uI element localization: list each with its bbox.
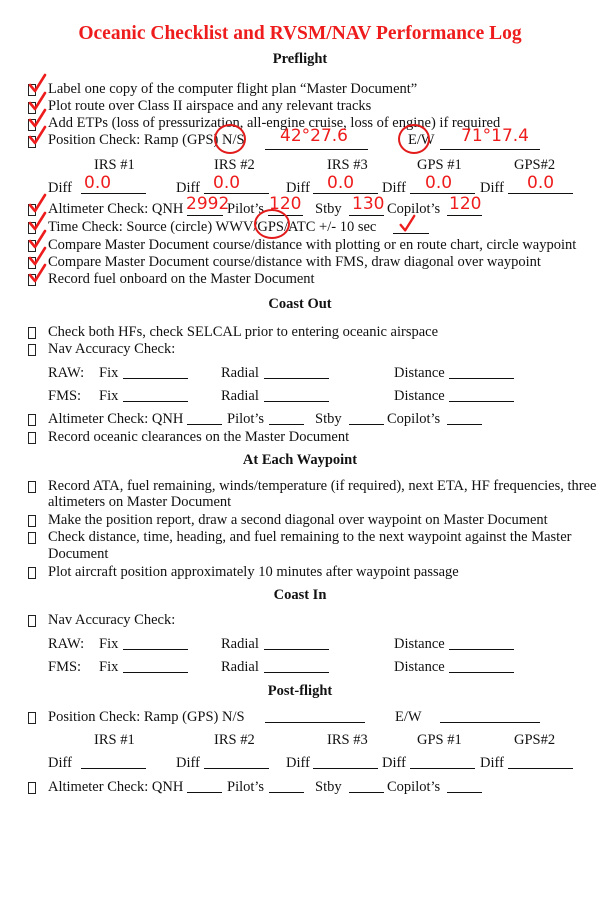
distance-blank[interactable] <box>449 649 514 650</box>
diff-label: Diff <box>480 180 504 196</box>
column-header-irs2: IRS #2 <box>214 157 255 173</box>
fix-blank[interactable] <box>123 401 188 402</box>
radial-label: Radial <box>221 365 259 381</box>
diff-value-gps2[interactable]: 0.0 <box>527 173 555 193</box>
distance-blank[interactable] <box>449 672 514 673</box>
diff-label: Diff <box>48 755 72 771</box>
checklist-item-label: Add ETPs (loss of pressurization, all-engine cruise, loss of engine) if required <box>48 115 501 131</box>
copilot-label: Copilot’s <box>387 779 441 795</box>
pilot-label: Pilot’s <box>227 411 265 427</box>
diff-blank[interactable] <box>410 768 475 769</box>
stby-label: Stby <box>315 411 342 427</box>
checklist-item-label: Compare Master Document course/distance with plotting or en route chart, circle waypoint <box>48 237 577 253</box>
checkbox[interactable] <box>28 481 36 493</box>
pilot-value[interactable]: 120 <box>269 194 302 214</box>
diff-label: Diff <box>382 180 406 196</box>
red-checkmark-icon <box>26 263 48 285</box>
ew-value[interactable]: 71°17.4 <box>461 126 529 146</box>
column-header-irs2: IRS #2 <box>214 732 255 748</box>
diff-value-gps1[interactable]: 0.0 <box>425 173 453 193</box>
fix-label: Fix <box>99 388 119 404</box>
copilot-blank[interactable] <box>447 792 482 793</box>
stby-label: Stby <box>315 201 342 217</box>
checklist-item-label: Record oceanic clearances on the Master Document <box>48 429 350 445</box>
pilot-blank[interactable] <box>269 424 304 425</box>
stby-value[interactable]: 130 <box>352 194 385 214</box>
nav-source-label: RAW: <box>48 636 85 652</box>
qnh-blank[interactable] <box>187 792 222 793</box>
radial-label: Radial <box>221 659 259 675</box>
radial-label: Radial <box>221 388 259 404</box>
copilot-blank <box>447 215 482 216</box>
diff-label: Diff <box>382 755 406 771</box>
column-header-gps1: GPS #1 <box>417 157 462 173</box>
section-heading-preflight: Preflight <box>272 51 328 67</box>
column-header-irs1: IRS #1 <box>94 157 135 173</box>
nav-source-label: FMS: <box>48 659 82 675</box>
ew-label: E/W <box>395 709 422 725</box>
distance-label: Distance <box>394 659 445 675</box>
distance-blank[interactable] <box>449 378 514 379</box>
ew-blank <box>440 149 540 150</box>
checkbox[interactable] <box>28 782 36 794</box>
column-header-gps2: GPS#2 <box>514 157 556 173</box>
circle-annotation-ew <box>398 124 430 154</box>
checklist-item-label-continued: altimeters on Master Document <box>48 494 232 510</box>
fix-label: Fix <box>99 365 119 381</box>
ns-blank <box>265 149 368 150</box>
diff-label: Diff <box>48 180 72 196</box>
diff-blank[interactable] <box>313 768 378 769</box>
section-heading-at-each-waypoint: At Each Waypoint <box>242 452 358 468</box>
checklist-item-label: Make the position report, draw a second diagonal over waypoint on Master Document <box>48 512 548 528</box>
altimeter-label: Altimeter Check: QNH <box>48 779 184 795</box>
distance-label: Distance <box>394 388 445 404</box>
copilot-blank[interactable] <box>447 424 482 425</box>
time-check-label <box>48 220 376 235</box>
ns-value[interactable]: 42°27.6 <box>280 126 348 146</box>
checkbox[interactable] <box>28 567 36 579</box>
diff-value-irs1[interactable]: 0.0 <box>84 173 112 193</box>
diff-blank[interactable] <box>81 768 146 769</box>
checklist-item-label: Plot route over Class II airspace and any relevant tracks <box>48 98 372 114</box>
distance-label: Distance <box>394 365 445 381</box>
diff-label: Diff <box>480 755 504 771</box>
checkbox[interactable] <box>28 432 36 444</box>
time-check-label-prefix: Time Check: Source (circle) WWV/ <box>48 219 258 235</box>
position-check-label: Position Check: Ramp (GPS) N/S <box>48 709 245 725</box>
qnh-blank <box>187 215 223 216</box>
diff-label: Diff <box>286 180 310 196</box>
diff-blank[interactable] <box>508 768 573 769</box>
red-checkmark-icon <box>26 125 48 147</box>
stby-label: Stby <box>315 779 342 795</box>
stby-blank <box>349 215 384 216</box>
stby-blank[interactable] <box>349 792 384 793</box>
checkbox[interactable] <box>28 712 36 724</box>
checklist-item-label: Record ATA, fuel remaining, winds/temperature (if required), next ETA, HF frequencies, three <box>48 478 597 494</box>
checkbox[interactable] <box>28 615 36 627</box>
column-header-irs3: IRS #3 <box>327 157 368 173</box>
time-check-label-suffix: /ATC +/- 10 sec <box>284 219 377 235</box>
qnh-value[interactable]: 2992 <box>186 194 230 214</box>
copilot-label: Copilot’s <box>387 411 441 427</box>
checklist-item-label-continued: Document <box>48 546 109 562</box>
fix-label: Fix <box>99 659 119 675</box>
radial-blank[interactable] <box>264 649 329 650</box>
diff-label: Diff <box>176 755 200 771</box>
checklist-item-label: Label one copy of the computer flight plan “Master Document” <box>48 81 418 97</box>
stby-blank[interactable] <box>349 424 384 425</box>
checkbox[interactable] <box>28 327 36 339</box>
time-check-red-checkmark-icon <box>397 214 417 234</box>
section-heading-post-flight: Post-flight <box>267 683 333 699</box>
distance-label: Distance <box>394 636 445 652</box>
fix-blank[interactable] <box>123 672 188 673</box>
altimeter-label: Altimeter Check: QNH <box>48 411 184 427</box>
checklist-item-label: Compare Master Document course/distance with FMS, draw diagonal over waypoint <box>48 254 541 270</box>
column-header-gps1: GPS #1 <box>417 732 462 748</box>
column-header-irs1: IRS #1 <box>94 732 135 748</box>
radial-blank[interactable] <box>264 378 329 379</box>
nav-source-label: FMS: <box>48 388 82 404</box>
ns-blank[interactable] <box>265 722 365 723</box>
fix-blank[interactable] <box>123 649 188 650</box>
checkbox[interactable] <box>28 515 36 527</box>
checkbox[interactable] <box>28 414 36 426</box>
column-header-irs3: IRS #3 <box>327 732 368 748</box>
checklist-item-label: Record fuel onboard on the Master Document <box>48 271 315 287</box>
ew-blank[interactable] <box>440 722 540 723</box>
diff-label: Diff <box>286 755 310 771</box>
copilot-label: Copilot’s <box>387 201 441 217</box>
nav-source-label: RAW: <box>48 365 85 381</box>
document-title: Oceanic Checklist and RVSM/NAV Performance Log <box>78 23 522 44</box>
diff-value-irs2[interactable]: 0.0 <box>213 173 241 193</box>
radial-blank[interactable] <box>264 401 329 402</box>
fix-label: Fix <box>99 636 119 652</box>
pilot-blank[interactable] <box>269 792 304 793</box>
checklist-item-label: Nav Accuracy Check: <box>48 612 176 628</box>
qnh-blank[interactable] <box>187 424 222 425</box>
radial-label: Radial <box>221 636 259 652</box>
section-heading-coast-in: Coast In <box>273 587 327 603</box>
circle-annotation-gps <box>254 209 290 239</box>
distance-blank[interactable] <box>449 401 514 402</box>
diff-label: Diff <box>176 180 200 196</box>
checkbox[interactable] <box>28 344 36 356</box>
altimeter-label: Altimeter Check: QNH <box>48 201 184 217</box>
checklist-item-label: Check distance, time, heading, and fuel remaining to the next waypoint against the Master <box>48 529 572 545</box>
section-heading-coast-out: Coast Out <box>268 296 332 312</box>
diff-blank <box>81 193 146 194</box>
diff-value-irs3[interactable]: 0.0 <box>327 173 355 193</box>
radial-blank[interactable] <box>264 672 329 673</box>
pilot-label: Pilot’s <box>227 779 265 795</box>
checklist-item-label: Nav Accuracy Check: <box>48 341 176 357</box>
diff-blank[interactable] <box>204 768 269 769</box>
time-source-gps[interactable]: GPS <box>257 219 284 235</box>
position-check-label: Position Check: Ramp (GPS) N/S <box>48 132 245 148</box>
checkbox[interactable] <box>28 532 36 544</box>
ew-label: E/W <box>408 132 435 148</box>
diff-blank <box>508 193 573 194</box>
column-header-gps2: GPS#2 <box>514 732 556 748</box>
copilot-value[interactable]: 120 <box>449 194 482 214</box>
checklist-item-label: Plot aircraft position approximately 10 minutes after waypoint passage <box>48 564 459 580</box>
circle-annotation-ns <box>214 124 246 154</box>
pilot-label: Pilot’s <box>227 201 265 217</box>
fix-blank[interactable] <box>123 378 188 379</box>
checklist-item-label: Check both HFs, check SELCAL prior to entering oceanic airspace <box>48 324 439 340</box>
